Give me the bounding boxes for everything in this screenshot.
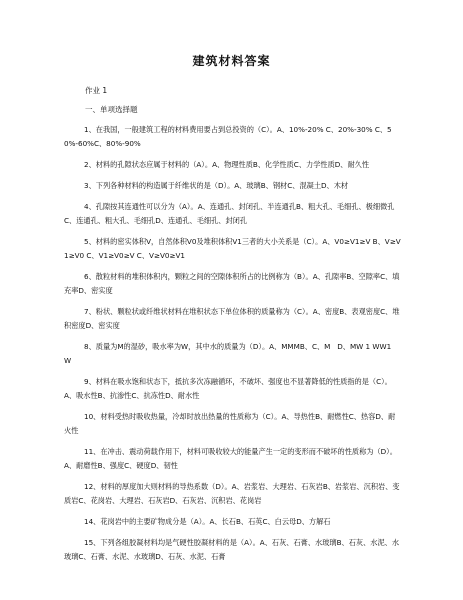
section-heading: 一、单项选择题 xyxy=(85,105,138,114)
question-item: 15、下列各组胶凝材料均是气硬性胶凝材料的是（A）。A、石灰、石膏、水玻璃B、石灰、水泥、水玻璃C、石膏、水泥、水玻璃D、石灰、水泥、石膏 xyxy=(64,538,400,561)
question-list xyxy=(64,123,402,571)
question-item: 5、材料的密实体积V，自然体积V0及堆积体积V1三者的大小关系是（C）。A、V0≥V1≥V B、V≥V1≥V0 C、V1≥V0≥V C、V≥V0≥V1 xyxy=(64,237,401,260)
question-item: 3、下列各种材料的构造属于纤维状的是（D）。A、玻璃B、钢材C、混凝土D、木材 xyxy=(84,181,349,190)
question-item: 7、粉状、颗粒状或纤维状材料在堆积状态下单位体积的质量称为（C）。A、密度B、表观密度C、堆积密度D、密实度 xyxy=(64,307,400,330)
question-item: 10、材料受热时吸收热量，冷却时放出热量的性质称为（C）。A、导热性B、耐燃性C、热容D、耐火性 xyxy=(64,412,396,435)
question-item: 2、材料的孔隙状态应属于材料的（A）。A、物理性质B、化学性质C、力学性质D、耐久性 xyxy=(84,160,370,169)
question-item: 14、花岗岩中的主要矿物成分是（A）。A、长石B、石英C、白云母D、方解石 xyxy=(84,517,331,526)
document-title: 建筑材料答案 xyxy=(192,54,271,68)
question-item: 11、在冲击、震动荷载作用下，材料可吸收较大的能量产生一定的变形而不破坏的性质称为（D）。A、耐磨性B、强度C、硬度D、韧性 xyxy=(64,447,397,470)
question-item: 8、质量为M的湿砂，吸水率为W，其中水的质量为（D）。A、MMMB、C、M D、MW 1 WW1 W xyxy=(64,342,399,365)
question-item: 9、材料在吸水饱和状态下，抵抗多次冻融循环，不破坏、强度也不显著降低的性质指的是（C）。A、吸水性B、抗渗性C、抗冻性D、耐水性 xyxy=(64,377,392,400)
question-item: 12、材料的厚度加大则材料的导热系数（D）。A、岩浆岩、大理岩、石灰岩B、岩浆岩、沉积岩、变质岩C、花岗岩、大理岩、石灰岩D、石灰岩、沉积岩、花岗岩 xyxy=(64,482,400,505)
question-item: 4、孔隙按其连通性可以分为（A）。A、连通孔、封闭孔、半连通孔B、粗大孔、毛细孔、极细微孔C、连通孔、粗大孔、毛细孔D、连通孔、毛细孔、封闭孔 xyxy=(64,202,395,225)
question-item: 1、在我国，一般建筑工程的材料费用要占到总投资的（C）。A、10%-20% C、20%-30% C、50%-60%C、80%-90% xyxy=(64,125,392,148)
assignment-label: 作业 1 xyxy=(85,86,108,95)
question-item: 6、散粒材料的堆积体积内，颗粒之间的空隙体积所占的比例称为（B）。A、孔隙率B、空隙率C、填充率D、密实度 xyxy=(64,272,400,295)
